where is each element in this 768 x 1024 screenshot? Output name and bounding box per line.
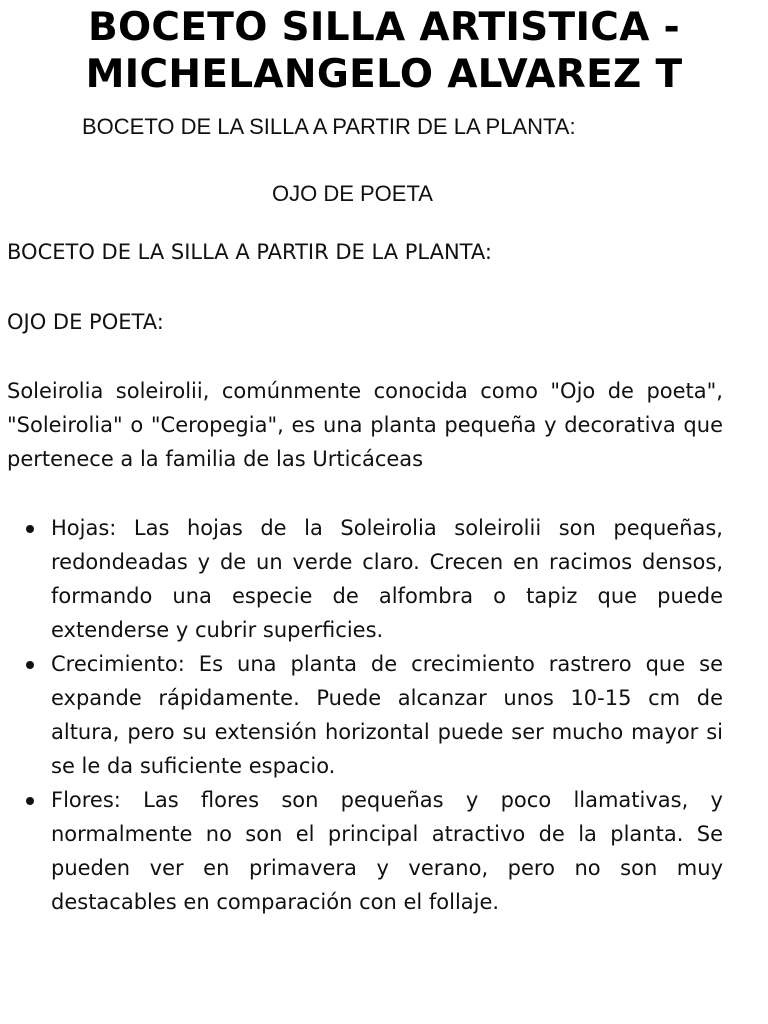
list-item-crecimiento bbox=[7, 647, 723, 783]
section-heading-1: BOCETO DE LA SILLA A PARTIR DE LA PLANTA: bbox=[7, 240, 492, 264]
document-title bbox=[0, 4, 768, 98]
bullet-dot-icon bbox=[26, 797, 34, 805]
list-item-text: Crecimiento: Es una planta de crecimiento rastrero que se expande rápidamente. Puede alcanzar unos 10-15 cm de altura, pero su extensión horizontal puede ser mucho mayor si se le da suficiente espacio. bbox=[51, 652, 723, 778]
bullet-dot-icon bbox=[26, 525, 34, 533]
feature-list bbox=[7, 511, 723, 919]
bullet-dot-icon bbox=[26, 661, 34, 669]
title-line-1: BOCETO SILLA ARTISTICA - bbox=[87, 5, 681, 50]
list-item-hojas bbox=[7, 511, 723, 647]
list-item-text: Hojas: Las hojas de la Soleirolia soleirolii son pequeñas, redondeadas y de un verde claro. Crecen en racimos densos, formando una especie de alfombra o tapiz que puede extenderse y cubrir superficies. bbox=[51, 516, 723, 642]
list-item-text: Flores: Las flores son pequeñas y poco llamativas, y normalmente no son el principal atractivo de la planta. Se pueden ver en primavera y verano, pero no son muy destacables en comparación con el follaje. bbox=[51, 788, 723, 914]
subtitle-line-2: OJO DE POETA bbox=[272, 181, 433, 206]
subtitle-line-1: BOCETO DE LA SILLA A PARTIR DE LA PLANTA: bbox=[82, 114, 576, 139]
intro-paragraph: Soleirolia soleirolii, comúnmente conocida como "Ojo de poeta", "Soleirolia" o "Ceropegia", es una planta pequeña y decorativa que pertenece a la familia de las Urticáceas bbox=[7, 379, 723, 471]
title-line-2: MICHELANGELO ALVAREZ T bbox=[85, 52, 683, 97]
list-item-flores bbox=[7, 783, 723, 919]
section-heading-2: OJO DE POETA: bbox=[7, 310, 164, 334]
